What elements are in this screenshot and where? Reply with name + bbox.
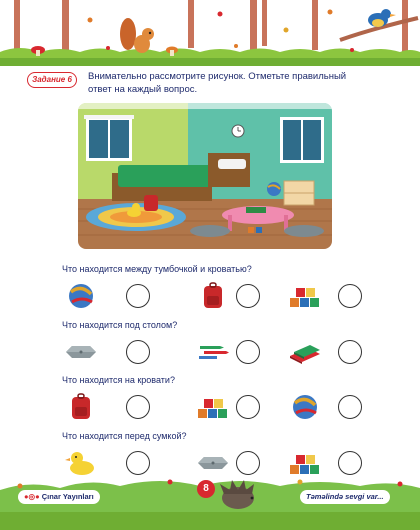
header-illustration <box>0 0 420 66</box>
answer-circle-q2-option-1[interactable] <box>126 340 150 364</box>
books-icon <box>288 338 322 366</box>
social-icons: ●◎● <box>24 492 40 501</box>
answer-circle-q2-option-3[interactable] <box>338 340 362 364</box>
task-number-badge: Задание 6 <box>27 72 77 88</box>
toy-blocks-icon <box>196 393 230 421</box>
backpack-icon <box>196 282 230 310</box>
answer-circle-q3-option-2[interactable] <box>236 395 260 419</box>
answer-circle-q1-option-1[interactable] <box>126 284 150 308</box>
bedroom-illustration <box>78 103 332 249</box>
ball-icon <box>288 393 322 421</box>
answer-circle-q3-option-3[interactable] <box>338 395 362 419</box>
page-number: 8 <box>197 480 215 498</box>
crayons-icon <box>196 338 230 366</box>
question-text-1: Что находится между тумбочкой и кроватью? <box>62 264 252 274</box>
question-text-4: Что находится перед сумкой? <box>62 431 187 441</box>
floor-cushion-icon <box>64 338 98 366</box>
instruction-line-1: Внимательно рассмотрите рисунок. Отметьте правильный <box>88 71 347 82</box>
slogan-label: Təməlində sevgi var... <box>300 490 390 504</box>
ball-icon <box>64 282 98 310</box>
publisher-label <box>18 490 100 504</box>
backpack-icon <box>64 393 98 421</box>
answer-circle-q3-option-1[interactable] <box>126 395 150 419</box>
answer-circle-q1-option-2[interactable] <box>236 284 260 308</box>
question-text-3: Что находится на кровати? <box>62 375 175 385</box>
task-instruction <box>88 70 388 96</box>
instruction-line-2: ответ на каждый вопрос. <box>88 84 198 95</box>
publisher-name: Çınar Yayınları <box>41 492 94 501</box>
answer-circle-q2-option-2[interactable] <box>236 340 260 364</box>
question-text-2: Что находится под столом? <box>62 320 178 330</box>
answer-circle-q1-option-3[interactable] <box>338 284 362 308</box>
toy-blocks-icon <box>288 282 322 310</box>
